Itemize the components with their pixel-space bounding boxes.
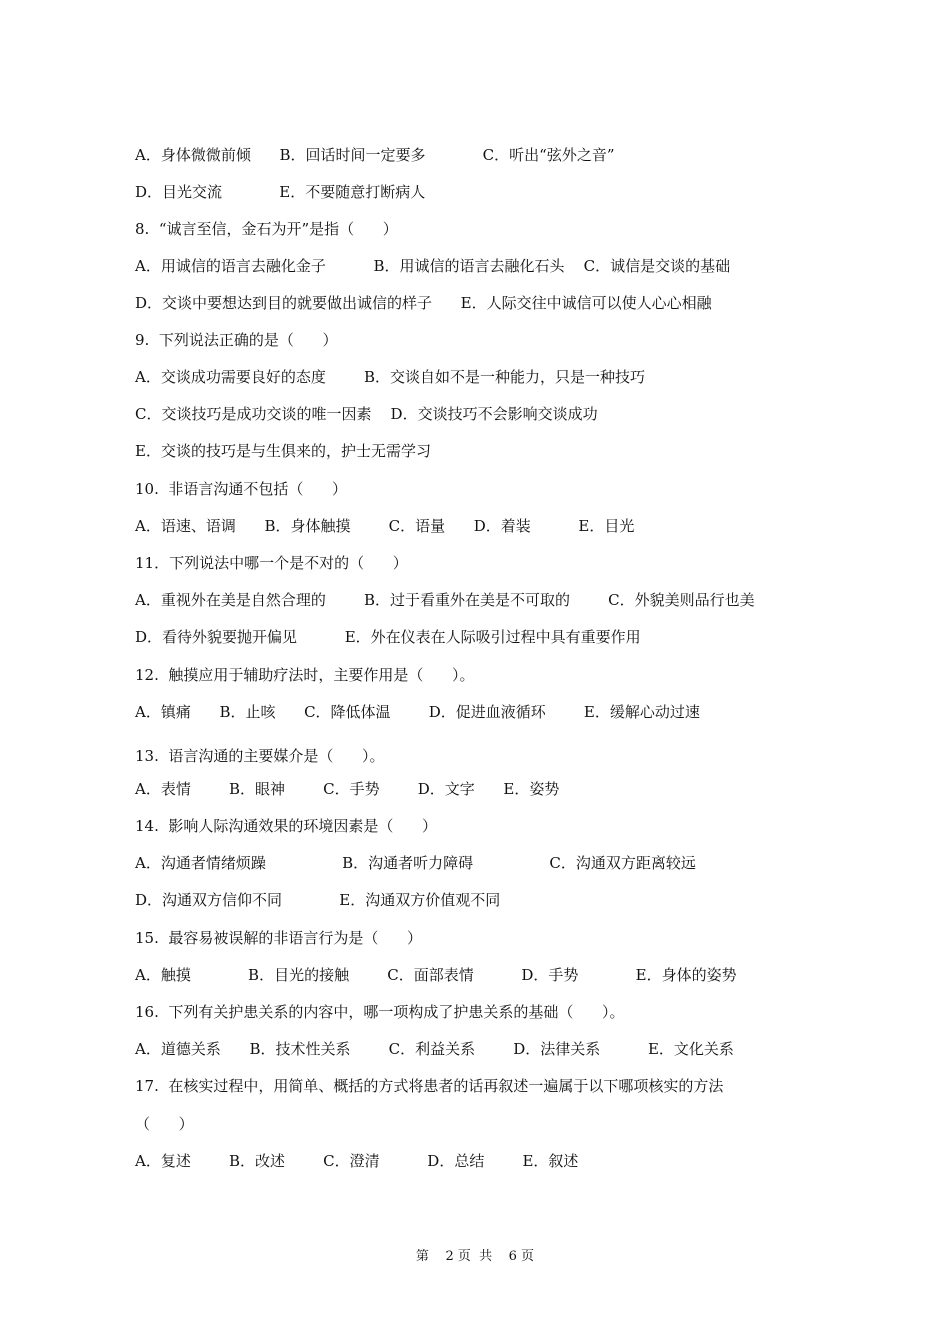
option-line: E．交谈的技巧是与生俱来的，护士无需学习: [135, 442, 431, 460]
option-line: D．沟通双方信仰不同 E．沟通双方价值观不同: [135, 891, 501, 909]
question-line: 11．下列说法中哪一个是不对的（ ）: [135, 554, 408, 572]
question-line: 15. 最容易被误解的非语言行为是（ ）: [135, 929, 423, 947]
question-line: 9. 下列说法正确的是（ ）: [135, 331, 338, 349]
option-line: A．用诚信的语言去融化金子 B．用诚信的语言去融化石头 C．诚信是交谈的基础: [135, 257, 731, 275]
option-line: A．道德关系 B．技术性关系 C．利益关系 D．法律关系 E．文化关系: [135, 1040, 734, 1058]
question-line: 17. 在核实过程中，用简单、概括的方式将患者的话再叙述一遍属于以下哪项核实的方法: [135, 1077, 724, 1095]
question-line: 8. “诚言至信，金石为开”是指（ ）: [135, 220, 398, 238]
option-line: A．镇痛 B．止咳 C．降低体温 D．促进血液循环 E．缓解心动过速: [135, 703, 700, 721]
question-line: 12. 触摸应用于辅助疗法时，主要作用是（ ）。: [135, 666, 475, 684]
question-line: 16. 下列有关护患关系的内容中，哪一项构成了护患关系的基础（ ）。: [135, 1003, 625, 1021]
option-line: C．交谈技巧是成功交谈的唯一因素 D．交谈技巧不会影响交谈成功: [135, 405, 598, 423]
page-footer: 第 2 页 共 6 页: [415, 1249, 535, 1264]
answer-parenthesis: （ ）: [135, 1115, 194, 1133]
question-line: 14. 影响人际沟通效果的环境因素是（ ）: [135, 817, 438, 835]
option-line: D．交谈中要想达到目的就要做出诚信的样子 E．人际交往中诚信可以使人心心相融: [135, 294, 712, 312]
option-line: D．看待外貌要抛开偏见 E．外在仪表在人际吸引过程中具有重要作用: [135, 628, 641, 646]
option-line: A．重视外在美是自然合理的 B．过于看重外在美是不可取的 C．外貌美则品行也美: [135, 591, 755, 609]
question-line: 10. 非语言沟通不包括（ ）: [135, 480, 348, 498]
option-line: A．交谈成功需要良好的态度 B．交谈自如不是一种能力，只是一种技巧: [135, 368, 646, 386]
option-line: A．复述 B．改述 C．澄清 D．总结 E．叙述: [135, 1152, 579, 1170]
option-line: A．沟通者情绪烦躁 B．沟通者听力障碍 C．沟通双方距离较远: [135, 854, 696, 872]
option-line: A．触摸 B．目光的接触 C．面部表情 D．手势 E．身体的姿势: [135, 966, 737, 984]
question-line: 13. 语言沟通的主要媒介是（ ）。: [135, 747, 385, 765]
option-line: D．目光交流 E．不要随意打断病人: [135, 183, 426, 201]
option-line: A．身体微微前倾 B．回话时间一定要多 C．听出“弦外之音”: [135, 146, 615, 164]
option-line: A．表情 B．眼神 C．手势 D．文字 E．姿势: [135, 780, 560, 798]
option-line: A．语速、语调 B．身体触摸 C．语量 D．着装 E．目光: [135, 517, 635, 535]
